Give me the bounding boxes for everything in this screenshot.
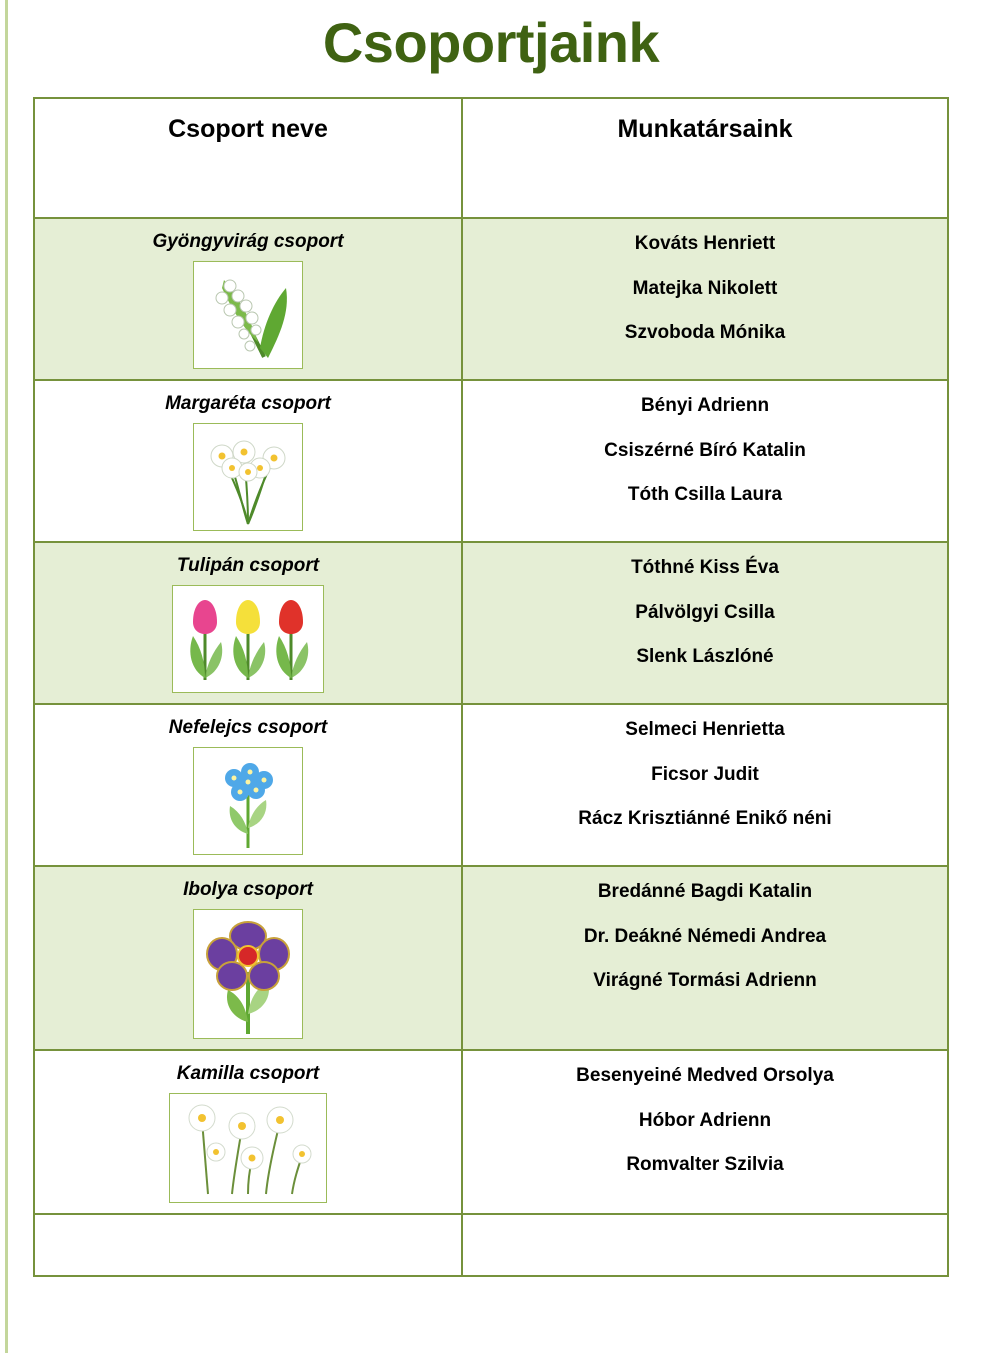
group-cell: [34, 218, 462, 380]
chamomile-image: [169, 1093, 327, 1203]
column-header-staff-label: Munkatársaink: [617, 114, 793, 143]
column-header-staff: [462, 98, 948, 218]
staff-cell: [462, 542, 948, 704]
group-name: Ibolya csoport: [183, 878, 313, 900]
staff-cell: [462, 218, 948, 380]
staff-name: Szvoboda Mónika: [624, 322, 786, 344]
lily-of-the-valley-image: [193, 261, 303, 369]
staff-cell: [462, 380, 948, 542]
group-cell: [34, 704, 462, 866]
staff-name: Bredánné Bagdi Katalin: [597, 880, 813, 902]
forget-me-not-image: [193, 747, 303, 855]
empty-staff-cell: [462, 1214, 948, 1276]
table-row: [34, 1050, 948, 1214]
daisy-bouquet-image: [193, 423, 303, 531]
group-cell: [34, 866, 462, 1050]
tulips-image: [172, 585, 324, 693]
staff-name: Tóthné Kiss Éva: [631, 556, 779, 578]
staff-name: Tóth Csilla Laura: [627, 484, 783, 506]
group-name: Kamilla csoport: [176, 1062, 320, 1084]
table-row: [34, 542, 948, 704]
staff-name: Csiszérné Bíró Katalin: [604, 439, 806, 461]
staff-name: Besenyeiné Medved Orsolya: [576, 1064, 834, 1086]
group-name: Tulipán csoport: [176, 554, 320, 576]
staff-cell: [462, 704, 948, 866]
staff-name: Matejka Nikolett: [632, 277, 778, 299]
group-cell: [34, 1050, 462, 1214]
table-row: [34, 218, 948, 380]
staff-name: Virágné Tormási Adrienn: [593, 970, 817, 992]
staff-name: Selmeci Henrietta: [625, 718, 785, 740]
staff-name: Rácz Krisztiánné Enikő néni: [578, 808, 832, 830]
group-name: Margaréta csoport: [165, 392, 331, 414]
group-cell: [34, 380, 462, 542]
staff-name: Pálvölgyi Csilla: [635, 601, 775, 623]
page-title: Csoportjaink: [322, 11, 660, 74]
column-header-group-label: Csoport neve: [168, 114, 328, 143]
staff-cell: [462, 1050, 948, 1214]
staff-name: Hóbor Adrienn: [638, 1109, 772, 1131]
table-row-empty: [34, 1214, 948, 1276]
violet-image: [193, 909, 303, 1039]
empty-group-cell: [34, 1214, 462, 1276]
staff-name: Romvalter Szilvia: [626, 1154, 784, 1176]
table-row: [34, 380, 948, 542]
staff-cell: [462, 866, 948, 1050]
staff-name: Kováts Henriett: [634, 232, 776, 254]
staff-name: Slenk Lászlóné: [636, 646, 774, 668]
table-row: [34, 704, 948, 866]
page-left-border: [5, 0, 8, 1353]
column-header-group: [34, 98, 462, 218]
group-name: Gyöngyvirág csoport: [152, 230, 344, 252]
staff-name: Bényi Adrienn: [640, 394, 770, 416]
staff-name: Ficsor Judit: [651, 763, 759, 785]
table-row: [34, 866, 948, 1050]
groups-table: [33, 97, 949, 1277]
staff-name: Dr. Deákné Némedi Andrea: [583, 925, 827, 947]
group-cell: [34, 542, 462, 704]
group-name: Nefelejcs csoport: [168, 716, 328, 738]
table-header-row: [34, 98, 948, 218]
